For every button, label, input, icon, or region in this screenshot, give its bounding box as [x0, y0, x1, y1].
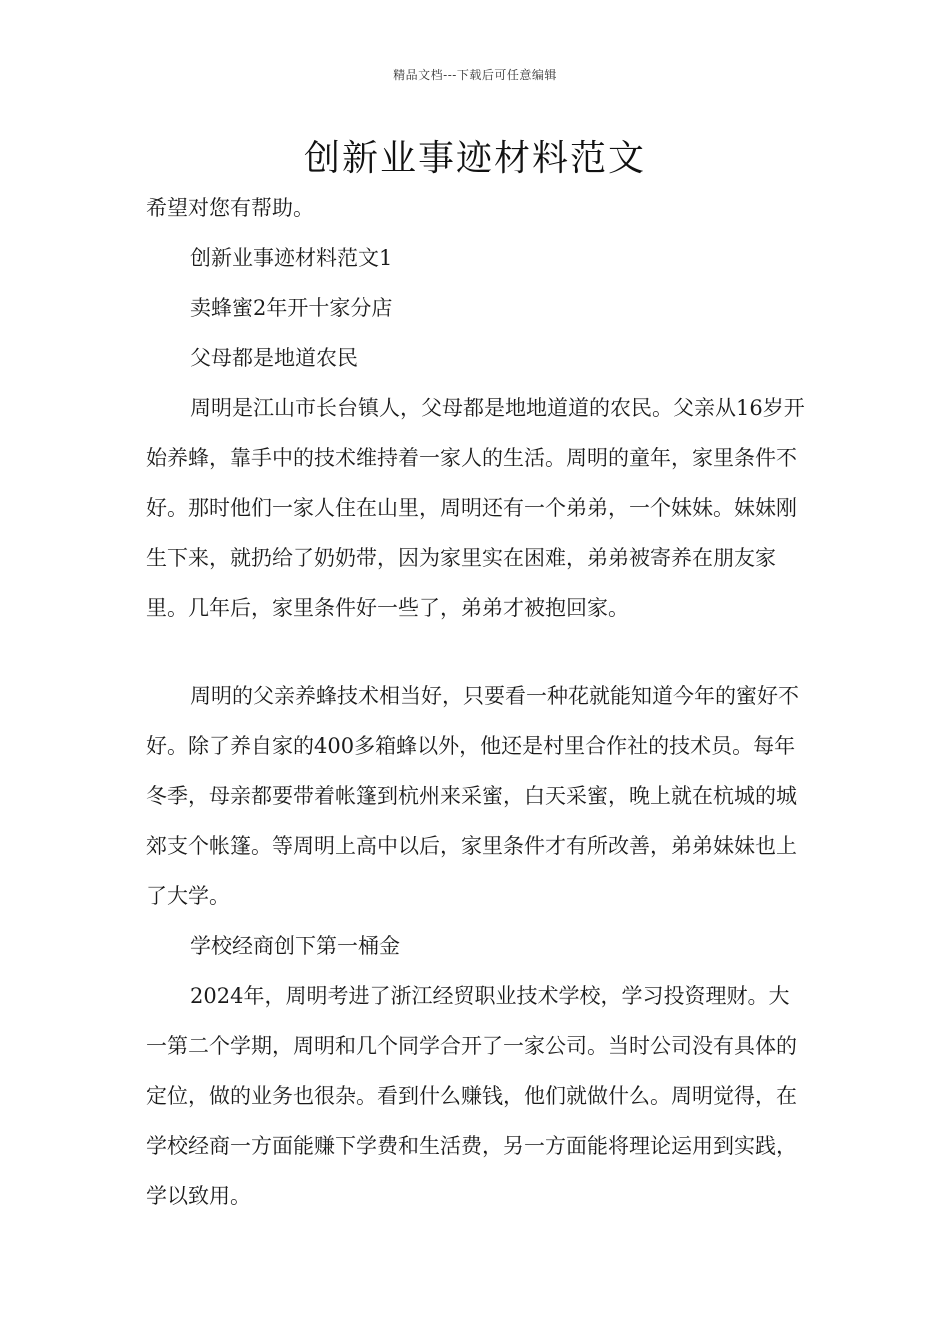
document-title: 创新业事迹材料范文: [303, 138, 646, 179]
subheading: 卖蜂蜜2年开十家分店: [190, 296, 393, 320]
body-paragraph: 2024年，周明考进了浙江经贸职业技术学校，学习投资理财。大一第二个学期，周明和几个同学合开了一家公司。当时公司没有具体的定位，做的业务也很杂。看到什么赚钱，他们就做什么。周明觉得，在学校经商一方面能赚下学费和生活费，另一方面能将理论运用到实践，学以致用。: [146, 984, 797, 1208]
body-paragraph: 周明是江山市长台镇人，父母都是地地道道的农民。父亲从16岁开始养蜂，靠手中的技术维持着一家人的生活。周明的童年，家里条件不好。那时他们一家人住在山里，周明还有一个弟弟，一个妹妹。妹妹刚生下来，就扔给了奶奶带，因为家里实在困难，弟弟被寄养在朋友家里。几年后，家里条件好一些了，弟弟才被抱回家。: [146, 396, 805, 620]
page-header: 精品文档---下载后可任意编辑: [393, 68, 557, 82]
intro-line: 希望对您有帮助。: [146, 196, 314, 220]
section-heading: 创新业事迹材料范文1: [190, 246, 393, 270]
document-body: [146, 183, 808, 1221]
subheading: 父母都是地道农民: [190, 346, 358, 370]
subheading: 学校经商创下第一桶金: [190, 934, 400, 958]
body-paragraph: 周明的父亲养蜂技术相当好，只要看一种花就能知道今年的蜜好不好。除了养自家的400多箱蜂以外，他还是村里合作社的技术员。每年冬季，母亲都要带着帐篷到杭州来采蜜，白天采蜜，晚上就在杭城的城郊支个帐篷。等周明上高中以后，家里条件才有所改善，弟弟妹妹也上了大学。: [146, 684, 799, 908]
